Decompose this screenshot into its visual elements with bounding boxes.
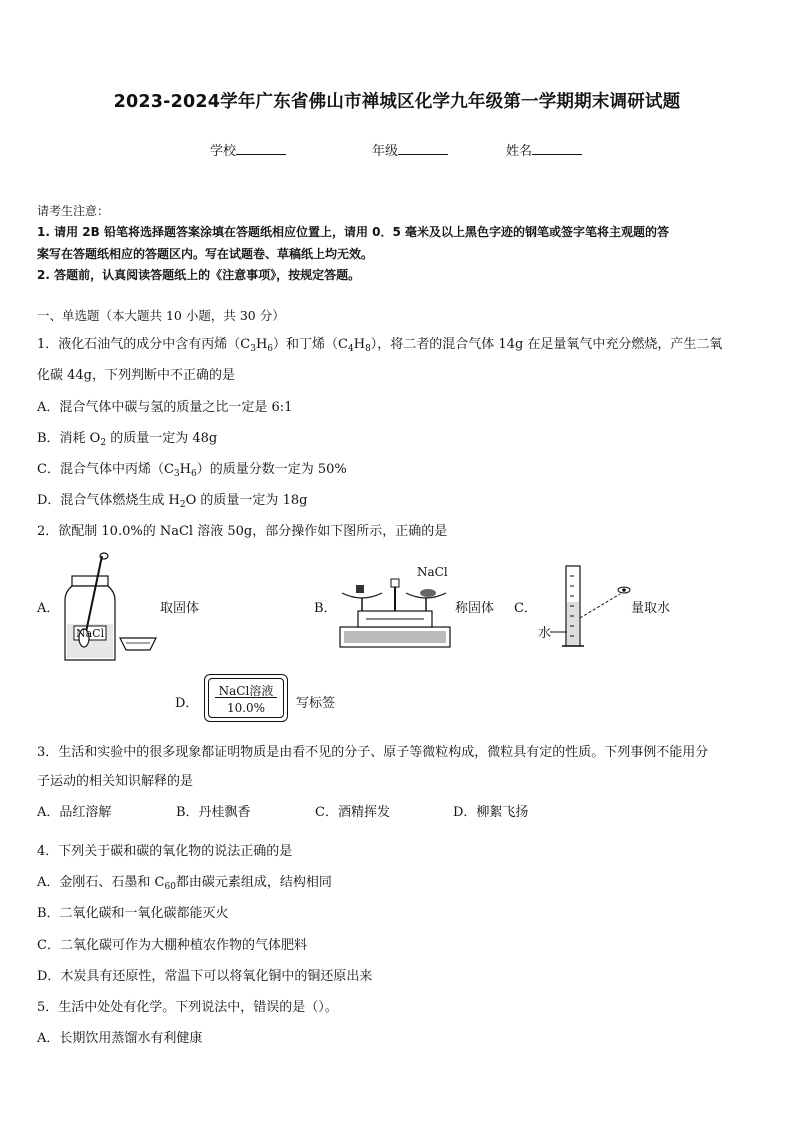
q1-optc-text: C．混合气体中丙烯（C: [37, 462, 174, 477]
q2-c-letter: C．: [514, 601, 537, 616]
q1-text: ）和丁烯（C: [273, 337, 348, 352]
grade-field: [372, 140, 448, 159]
q1-option-a: A．混合气体中碳与氢的质量之比一定是 6:1: [37, 400, 293, 415]
label-divider: [215, 697, 277, 698]
q1-sub: 6: [267, 344, 274, 354]
school-label: 学校: [210, 144, 237, 159]
q1-optc-sub: 3: [173, 469, 180, 479]
q1-optd-text: O 的质量一定为 18g: [185, 493, 308, 508]
q1-optb-sub: 2: [100, 438, 107, 448]
q4-opta-sub: 60: [164, 882, 176, 892]
q5-option-a: A．长期饮用蒸馏水有利健康: [37, 1031, 203, 1046]
balance-figure: [336, 577, 454, 655]
notice-item1-line1: 1. 请用 2B 铅笔将选择题答案涂填在答题纸相应位置上，请用 0．5 毫米及以上黑色字迹的钢笔或签字笔将主观题的答: [37, 225, 669, 239]
q1-optb-text: B．消耗 O: [37, 431, 101, 446]
notice-item2: 2. 答题前，认真阅读答题纸上的《注意事项》，按规定答题。: [37, 268, 361, 282]
q2-b-letter: B．: [314, 601, 337, 616]
q1-text: H: [255, 337, 268, 352]
q1-optc-sub: 6: [190, 469, 197, 479]
q2-c-caption: 量取水: [631, 601, 671, 616]
q1-optd-sub: 2: [179, 500, 186, 510]
name-label: 姓名: [506, 144, 533, 159]
label-line2: 10.0%: [226, 701, 266, 715]
name-blank[interactable]: [532, 142, 582, 155]
q1-option-b: [37, 427, 217, 446]
q3-option-c: C．酒精挥发: [315, 805, 390, 820]
q4-option-b: B．二氧化碳和一氧化碳都能灭火: [37, 906, 229, 921]
q4-opta-text: A．金刚石、石墨和 C: [37, 875, 165, 890]
q1-sub: 4: [347, 344, 354, 354]
grade-blank[interactable]: [398, 142, 448, 155]
q1-optc-text: H: [179, 462, 191, 477]
cylinder-figure: [548, 562, 638, 652]
q5-stem: 5．生活中处处有化学。下列说法中，错误的是（）。: [37, 1000, 338, 1015]
q3-option-b: B．丹桂飘香: [176, 805, 251, 820]
q2-d-caption: 写标签: [296, 696, 336, 711]
q2-d-letter: D．: [175, 696, 199, 711]
balance-nacl-label: NaCl: [417, 565, 448, 579]
q1-text: ），将二者的混合气体 14g 在足量氧气中充分燃烧，产生二氧: [370, 337, 723, 352]
jar-nacl-label: NaCl: [76, 627, 105, 640]
q3-option-a: A．品红溶解: [37, 805, 112, 820]
q1-stem-line2: 化碳 44g，下列判断中不正确的是: [37, 368, 235, 383]
notice-item1-line2: 案写在答题纸相应的答题区内。写在试题卷、草稿纸上均无效。: [37, 247, 374, 261]
page-title: 2023-2024学年广东省佛山市禅城区化学九年级第一学期期末调研试题: [113, 92, 681, 112]
q2-a-caption: 取固体: [160, 601, 200, 616]
q2-stem: 2．欲配制 10.0%的 NaCl 溶液 50g，部分操作如下图所示，正确的是: [37, 524, 448, 539]
label-outer: [204, 674, 288, 722]
q1-optd-text: D．混合气体燃烧生成 H: [37, 493, 180, 508]
q2-b-caption: 称固体: [455, 601, 495, 616]
q3-stem-line2: 子运动的相关知识解释的是: [37, 774, 194, 789]
section-heading: 一、单选题（本大题共 10 小题，共 30 分）: [37, 308, 285, 323]
q1-text: H: [353, 337, 366, 352]
q1-text: 1．液化石油气的成分中含有丙烯（C: [37, 337, 251, 352]
q1-sub: 3: [250, 344, 256, 354]
q3-option-d: D．柳絮飞扬: [453, 805, 529, 820]
q1-option-c: [37, 458, 347, 477]
notice-heading: 请考生注意：: [37, 204, 110, 218]
q4-option-d: D．木炭具有还原性，常温下可以将氧化铜中的铜还原出来: [37, 969, 373, 984]
q2-a-letter: A．: [37, 601, 60, 616]
cylinder-water-label: 水: [538, 626, 552, 641]
school-blank[interactable]: [236, 142, 286, 155]
school-field: [210, 140, 286, 159]
q1-option-d: [37, 489, 307, 508]
q3-stem-line1: 3．生活和实验中的很多现象都证明物质是由看不见的分子、原子等微粒构成，微粒具有定的性质。下列事例不能用分: [37, 745, 709, 760]
q1-optb-text: 的质量一定为 48g: [106, 431, 218, 446]
q1-sub: 8: [365, 344, 371, 354]
q4-stem: 4．下列关于碳和碳的氧化物的说法正确的是: [37, 844, 293, 859]
q1-stem-line1: [37, 333, 722, 352]
q4-option-c: C．二氧化碳可作为大棚种植农作物的气体肥料: [37, 938, 307, 953]
q4-option-a: [37, 871, 332, 890]
q4-opta-text: 都由碳元素组成，结构相同: [175, 875, 332, 890]
grade-label: 年级: [372, 144, 399, 159]
name-field: [506, 140, 582, 159]
jar-spoon-figure: [62, 552, 162, 664]
label-line1: NaCl溶液: [218, 684, 274, 698]
q1-optc-text: ）的质量分数一定为 50%: [196, 462, 347, 477]
